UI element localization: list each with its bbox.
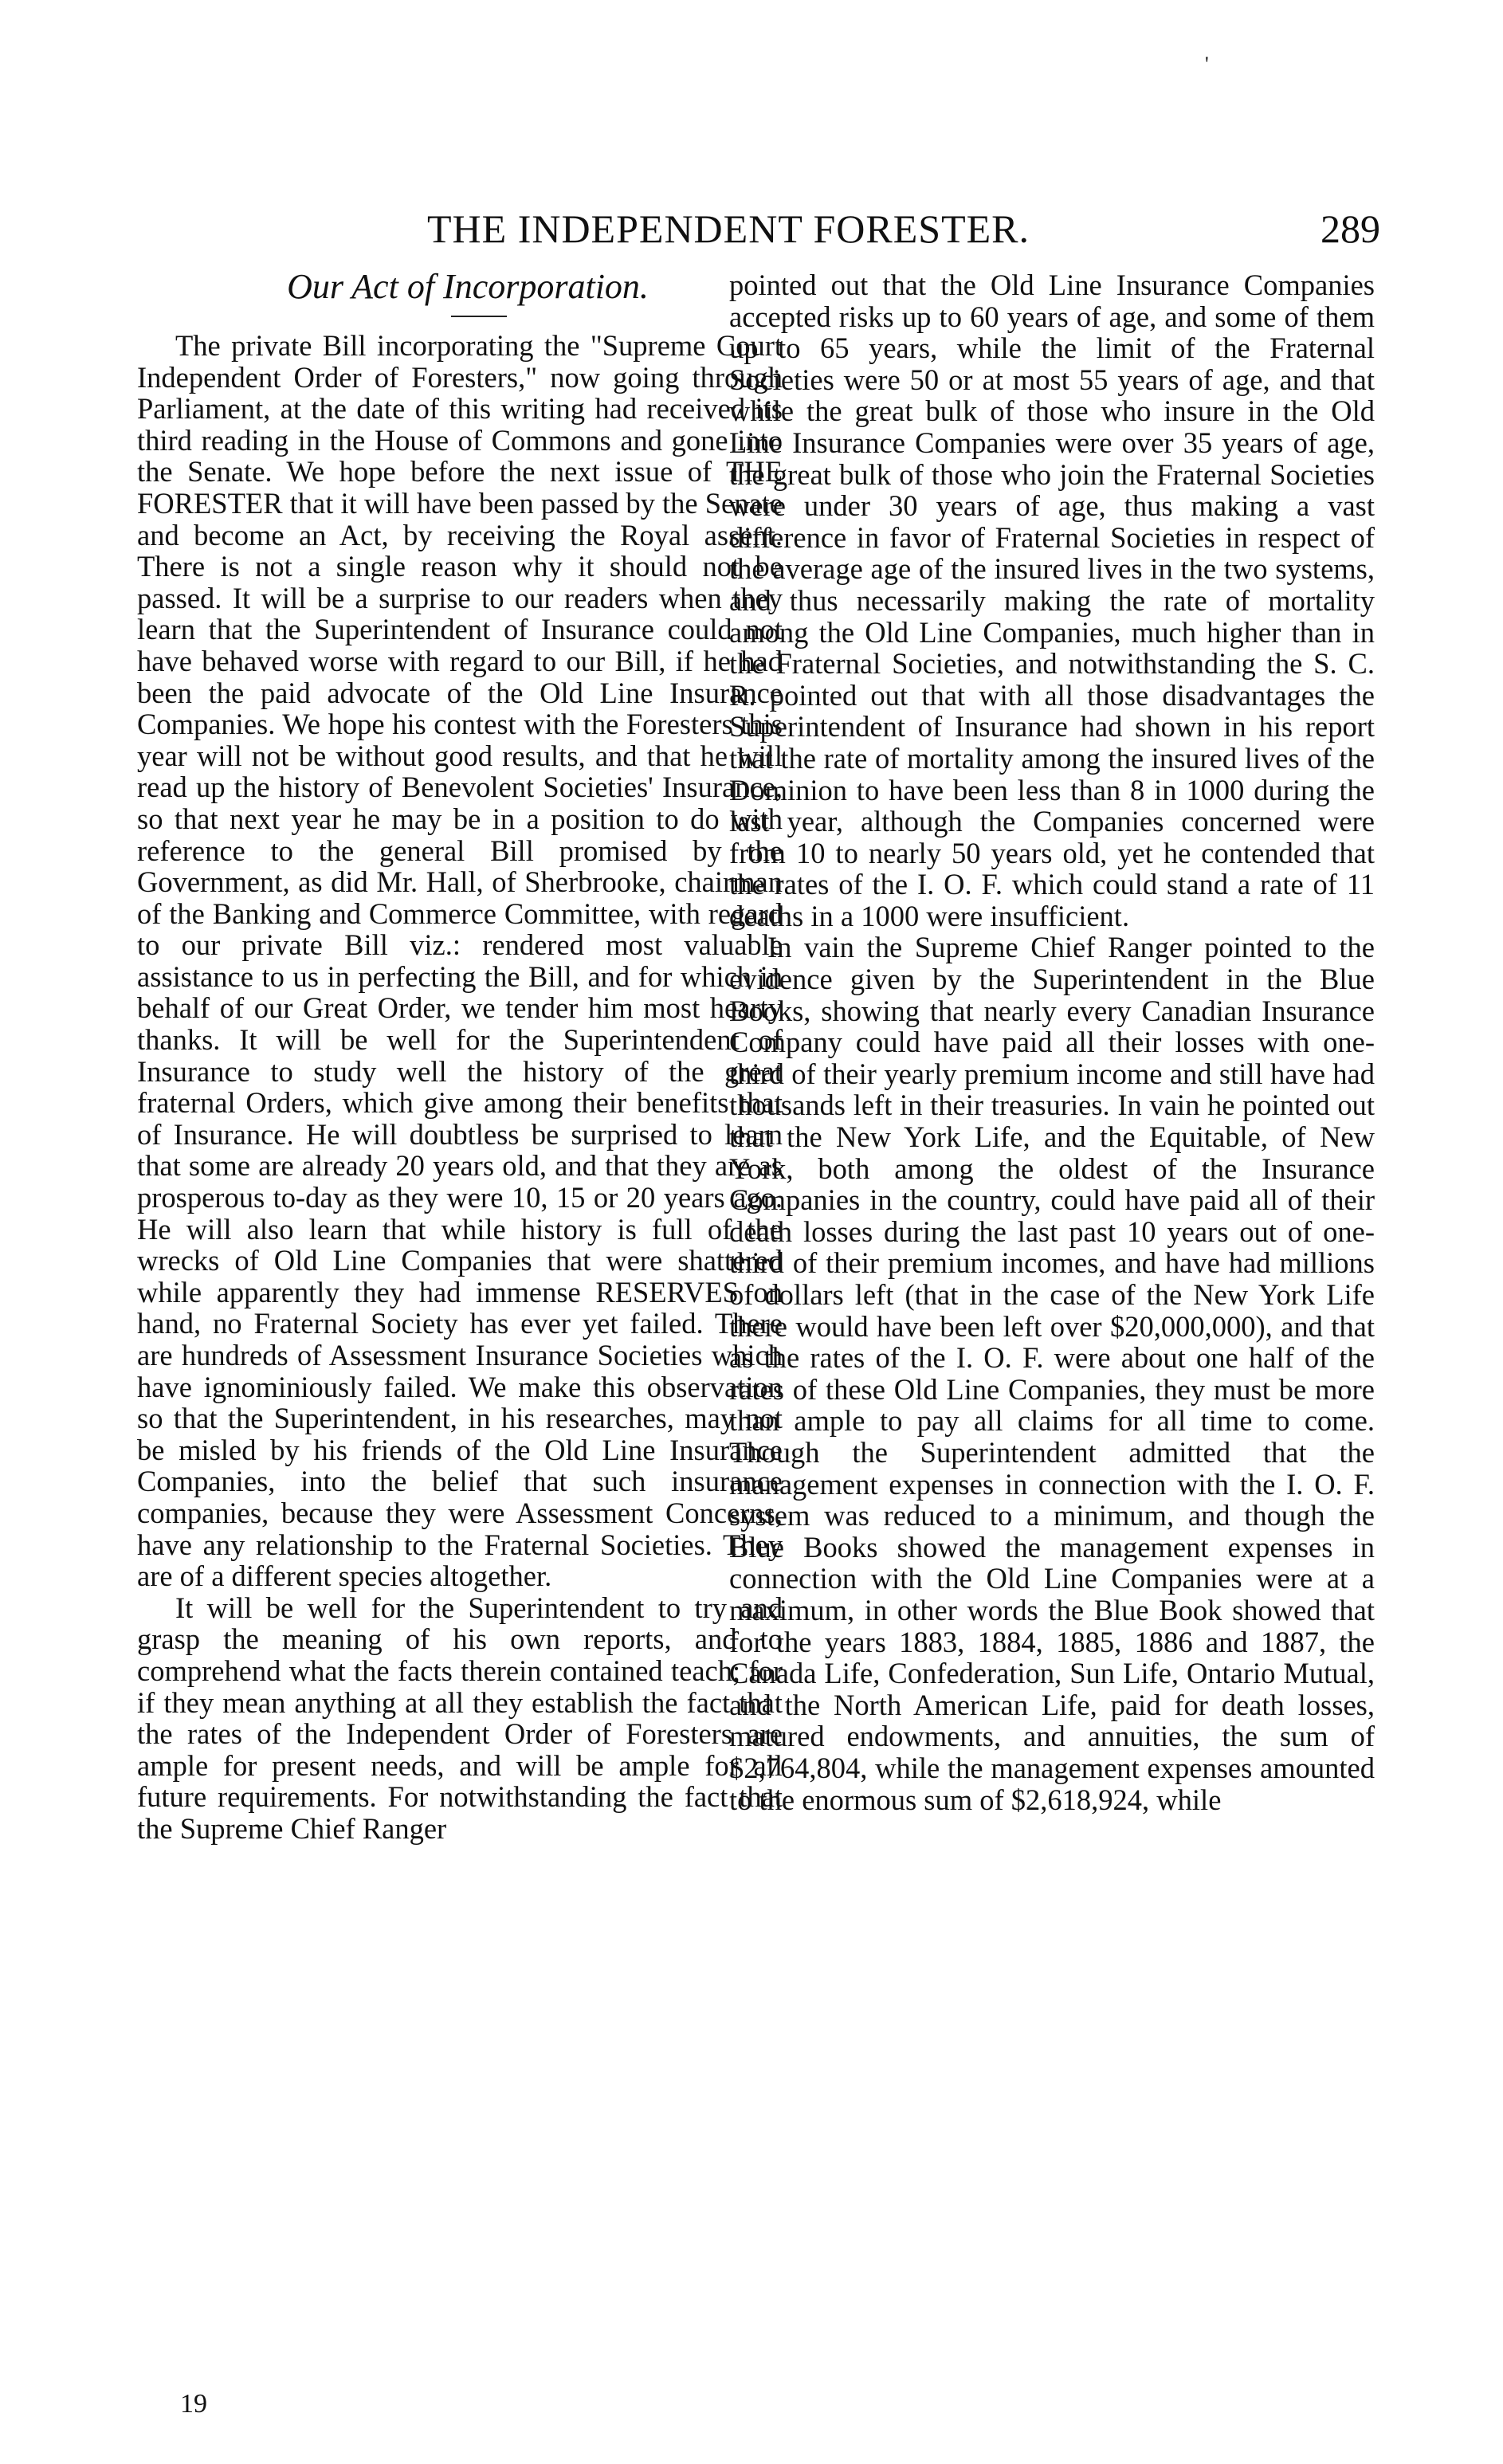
signature-mark: 19 bbox=[180, 2389, 207, 2419]
body-paragraph-continued: pointed out that the Old Line Insurance Companies accepted risks up to 60 years of age, and some of them up to 65 years, while the limit of the Fraternal Societies were 50 or at most 55 years of age, and that while the great bulk of those who insure in the Old Line Insurance Companies were over 35 years of age, the great bulk of those who join the Fraternal Societies were under 30 years of age, thus making a vast difference in favor of Fraternal Societies in respect of the average age of the insured lives in the two systems, and thus necessarily making the rate of mortality among the Old Line Companies, much higher than in the Fraternal Societies, and notwithstanding the S. C. R. pointed out that with all those disadvantages the Superintendent of Insurance had shown in his report that the rate of mortality among the insured lives of the Dominion to have been less than 8 in 1000 during the last year, although the Companies concerned were from 10 to nearly 50 years old, yet he contended that the rates of the I. O. F. which could stand a rate of 11 deaths in a 1000 were insufficient. bbox=[729, 269, 1375, 932]
right-column bbox=[729, 269, 1375, 1815]
running-head bbox=[137, 206, 1380, 253]
body-paragraph: It will be well for the Superintendent to try and grasp the meaning of his own reports, and to comprehend what the facts therein contained teach; for if they mean anything at all they establish the fact that the rates of the Independent Order of Foresters are ample for present needs, and will be ample for all future requirements. For notwithstanding the fact that the Supreme Chief Ranger bbox=[137, 1591, 783, 1845]
page-number: 289 bbox=[1321, 206, 1380, 251]
body-paragraph: In vain the Supreme Chief Ranger pointed to the evidence given by the Superintendent in the Blue Books, showing that nearly every Canadian Insurance Company could have paid all their losses with one-third of their yearly premium income and still have had thousands left in their treasuries. In vain he pointed out that the New York Life, and the Equitable, of New York, both among the oldest of the Insurance Companies in the country, could have paid all of their death losses during the last past 10 years out of one-third of their premium incomes, and have had millions of dollars left (that in the case of the New York Life there would have been left over $20,000,000), and that as the rates of the I. O. F. were about one half of the rates of these Old Line Companies, they must be more than ample to pay all claims for all time to come. Though the Superintendent admitted that the management expenses in connection with the I. O. F. system was reduced to a minimum, and though the Blue Books showed the management expenses in connection with the Old Line Companies were at a maximum, in other words the Blue Book showed that for the years 1883, 1884, 1885, 1886 and 1887, the Canada Life, Confederation, Sun Life, Ontario Mutual, and the North American Life, paid for death losses, matured endowments, and annuities, the sum of $2,764,804, while the management expenses amounted to the enormous sum of $2,618,924, while bbox=[729, 931, 1375, 1816]
body-paragraph: The private Bill incorporating the "Supreme Court Independent Order of Foresters," now going through Parliament, at the date of this writing had received its third reading in the House of Commons and gone into the Senate. We hope before the next issue of THE FORESTER that it will have been passed by the Senate and become an Act, by receiving the Royal assent. There is not a single reason why it should not be passed. It will be a surprise to our readers when they learn that the Superintendent of Insurance could not have behaved worse with regard to our Bill, if he had been the paid advocate of the Old Line Insurance Companies. We hope his contest with the Foresters this year will not be without good results, and that he will read up the history of Benevolent Societies' Insurance, so that next year he may be in a position to do with reference to the general Bill promised by the Government, as did Mr. Hall, of Sherbrooke, chairman of the Banking and Commerce Committee, with regard to our private Bill viz.: rendered most valuable assistance to us in perfecting the Bill, and for which in behalf of our Great Order, we tender him most hearty thanks. It will be well for the Superintendent of Insurance to study well the history of the great fraternal Orders, which give among their benefits that of Insurance. He will doubtless be surprised to learn that some are already 20 years old, and that they are as prosperous to-day as they were 10, 15 or 20 years ago. He will also learn that while history is full of the wrecks of Old Line Companies that were shattered while apparently they had immense RESERVES on hand, no Fraternal Society has ever yet failed. There are hundreds of Assessment Insurance Societies which have ignominiously failed. We make this observation so that the Superintendent, in his researches, may not be misled by his friends of the Old Line Insurance Companies, into the belief that such insurance companies, because they were Assessment Concerns, have any relationship to the Fraternal Societies. They are of a different species altogether. bbox=[137, 329, 783, 1593]
corner-mark: ' bbox=[1205, 53, 1209, 76]
article-title: Our Act of Incorporation. bbox=[287, 267, 649, 306]
title-rule bbox=[451, 316, 507, 317]
running-title: THE INDEPENDENT FORESTER. bbox=[427, 206, 1030, 251]
left-column bbox=[137, 269, 783, 1845]
